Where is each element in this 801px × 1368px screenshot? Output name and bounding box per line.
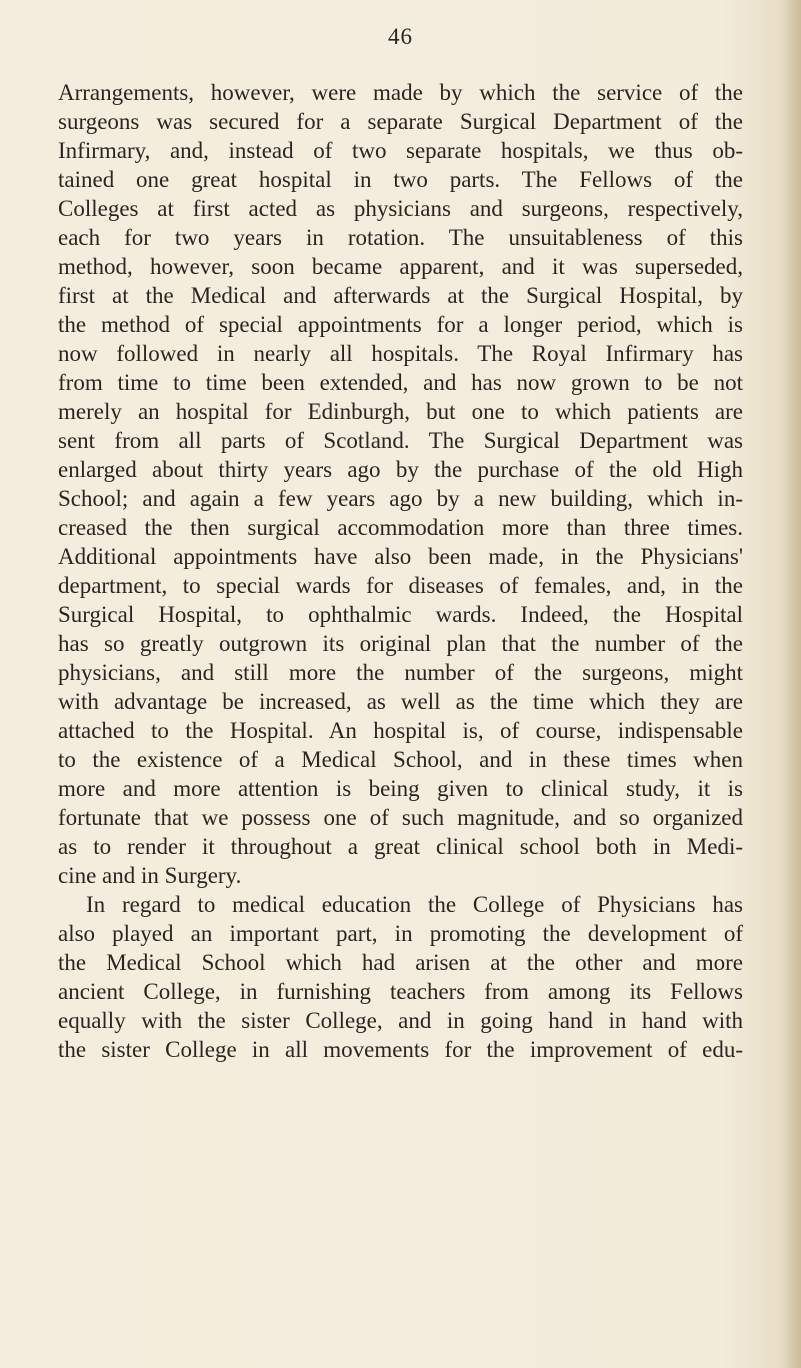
text-line: department, to special wards for diseases of females, and, in the [58, 573, 743, 598]
text-line: the sister College in all movements for the improvement of edu- [58, 1037, 743, 1062]
text-line: Arrangements, however, were made by which the service of the [58, 80, 743, 105]
text-line: the method of special appointments for a longer period, which is [58, 312, 743, 337]
text-line: merely an hospital for Edinburgh, but one to which patients are [58, 399, 743, 424]
text-line: ancient College, in furnishing teachers from among its Fellows [58, 979, 743, 1004]
text-line: has so greatly outgrown its original plan that the number of the [58, 631, 743, 656]
text-line: the Medical School which had arisen at the other and more [58, 950, 743, 975]
text-line: also played an important part, in promoting the development of [58, 921, 743, 946]
text-line: Surgical Hospital, to ophthalmic wards. Indeed, the Hospital [58, 602, 743, 627]
text-line: sent from all parts of Scotland. The Surgical Department was [58, 428, 743, 453]
text-line: from time to time been extended, and has now grown to be not [58, 370, 743, 395]
text-line: surgeons was secured for a separate Surgical Department of the [58, 109, 743, 134]
text-line: first at the Medical and afterwards at the Surgical Hospital, by [58, 283, 743, 308]
text-line: method, however, soon became apparent, and it was superseded, [58, 254, 743, 279]
page-number: 46 [388, 24, 413, 49]
text-line: attached to the Hospital. An hospital is, of course, indispensable [58, 718, 743, 743]
page-edge-shadow [783, 0, 801, 1368]
text-line: tained one great hospital in two parts. The Fellows of the [58, 167, 743, 192]
text-line: physicians, and still more the number of the surgeons, might [58, 660, 743, 685]
text-line: with advantage be increased, as well as the time which they are [58, 689, 743, 714]
text-line: creased the then surgical accommodation more than three times. [58, 515, 743, 540]
text-line: Additional appointments have also been made, in the Physicians' [58, 544, 743, 569]
text-line: cine and in Surgery. [58, 863, 242, 888]
body-text [58, 78, 743, 1064]
text-line: Infirmary, and, instead of two separate hospitals, we thus ob- [58, 138, 743, 163]
text-line: equally with the sister College, and in going hand in hand with [58, 1008, 743, 1033]
text-line: In regard to medical education the College of Physicians has [86, 892, 743, 917]
text-line: now followed in nearly all hospitals. The Royal Infirmary has [58, 341, 743, 366]
text-line: enlarged about thirty years ago by the purchase of the old High [58, 457, 743, 482]
text-line: to the existence of a Medical School, and in these times when [58, 747, 743, 772]
text-line: Colleges at first acted as physicians and surgeons, respectively, [58, 196, 743, 221]
text-line: as to render it throughout a great clinical school both in Medi- [58, 834, 743, 859]
text-line: more and more attention is being given to clinical study, it is [58, 776, 743, 801]
text-line: School; and again a few years ago by a new building, which in- [58, 486, 743, 511]
text-line: fortunate that we possess one of such magnitude, and so organized [58, 805, 743, 830]
text-line: each for two years in rotation. The unsuitableness of this [58, 225, 743, 250]
